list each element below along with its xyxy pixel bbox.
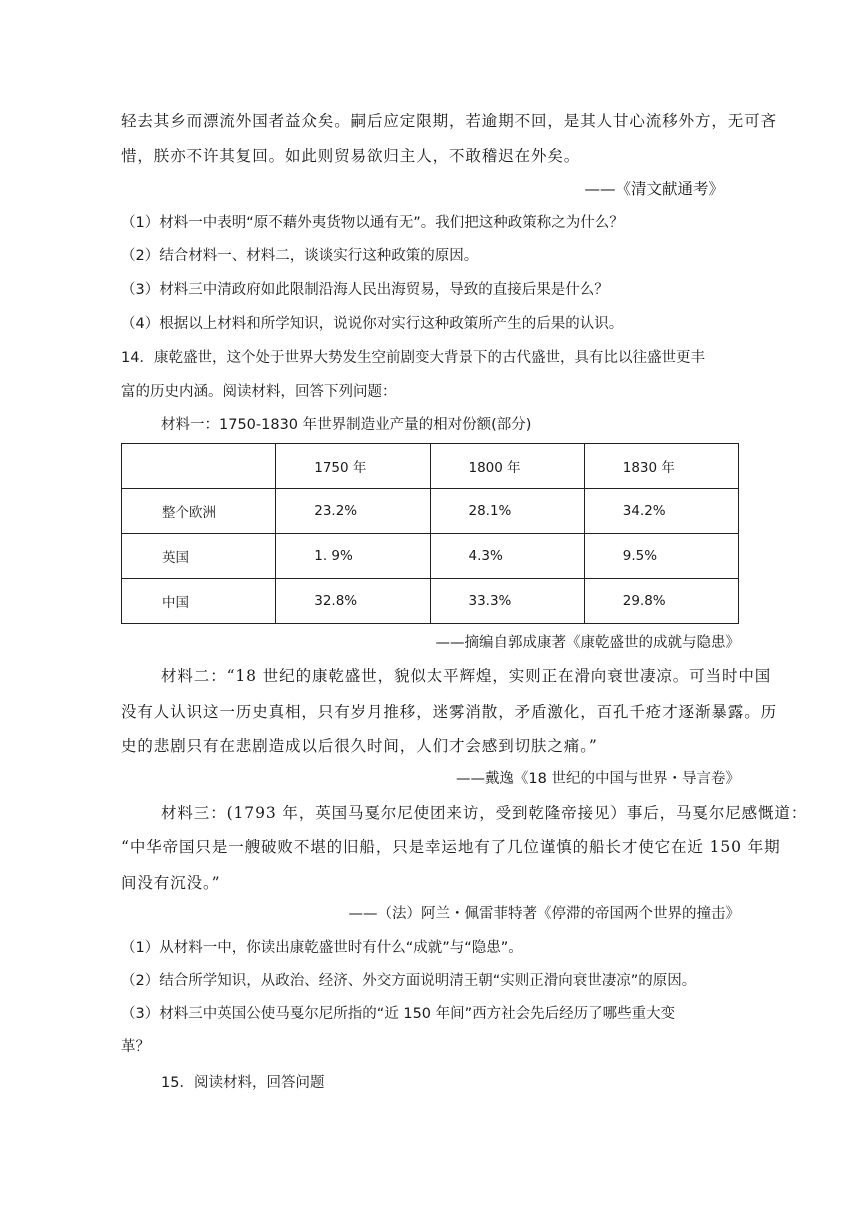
q13-question-4: （4）根据以上材料和所学知识，说说你对实行这种政策所产生的后果的认识。 bbox=[121, 316, 624, 332]
table-cell: 中国 bbox=[122, 579, 276, 624]
q13-question-1: （1）材料一中表明“原不藉外夷货物以通有无”。我们把这种政策称之为什么？ bbox=[121, 215, 624, 231]
q14-stem-line2: 富的历史内涵。阅读材料，回答下列问题： bbox=[121, 384, 397, 400]
q14-question-2: （2）结合所学知识，从政治、经济、外交方面说明清王朝“实则正滑向衰世凄凉”的原因。 bbox=[121, 973, 697, 989]
q13-question-2: （2）结合材料一、材料二，谈谈实行这种政策的原因。 bbox=[121, 248, 479, 264]
q14-question-1: （1）从材料一中，你读出康乾盛世时有什么“成就”与“隐患”。 bbox=[121, 940, 523, 956]
table-cell: 34.2% bbox=[584, 489, 738, 534]
q14-material1-title: 材料一：1750-1830 年世界制造业产量的相对份额(部分) bbox=[161, 417, 532, 433]
material3-text-line2: 惜，朕亦不许其复回。如此则贸易欲归主人，不敢稽迟在外矣。 bbox=[121, 147, 581, 165]
manufacturing-share-table bbox=[121, 443, 739, 624]
table-row bbox=[122, 489, 739, 534]
table-cell: 1. 9% bbox=[276, 534, 430, 579]
q13-question-3: （3）材料三中清政府如此限制沿海人民出海贸易，导致的直接后果是什么？ bbox=[121, 282, 609, 298]
table-header-cell: 1750 年 bbox=[276, 444, 430, 489]
q14-stem-line1: 14．康乾盛世，这个处于世界大势发生空前剧变大背景下的古代盛世，具有比以往盛世更丰 bbox=[121, 350, 705, 366]
q14-material2-line1: 材料二：“18 世纪的康乾盛世，貌似太平辉煌，实则正在滑向衰世凄凉。可当时中国 bbox=[161, 667, 772, 685]
table-header-row bbox=[122, 444, 739, 489]
q14-material2-line3: 史的悲剧只有在悲剧造成以后很久时间，人们才会感到切肤之痛。” bbox=[121, 737, 598, 755]
table-cell: 整个欧洲 bbox=[122, 489, 276, 534]
q14-question-3-line2: 革？ bbox=[121, 1039, 150, 1055]
q14-material3-line3: 间没有沉没。” bbox=[121, 874, 221, 892]
table-cell: 英国 bbox=[122, 534, 276, 579]
table-header-cell bbox=[122, 444, 276, 489]
table-row bbox=[122, 579, 739, 624]
table-cell: 28.1% bbox=[430, 489, 584, 534]
material3-text-line1: 轻去其乡而漂流外国者益众矣。嗣后应定限期，若逾期不回，是其人甘心流移外方，无可吝 bbox=[121, 112, 778, 130]
table-cell: 29.8% bbox=[584, 579, 738, 624]
material3-source: ——《清文献通考》 bbox=[584, 180, 724, 198]
table-row bbox=[122, 534, 739, 579]
table-cell: 9.5% bbox=[584, 534, 738, 579]
q14-question-3-line1: （3）材料三中英国公使马戛尔尼所指的“近 150 年间”西方社会先后经历了哪些重大变 bbox=[121, 1006, 676, 1022]
q14-material2-line2: 没有人认识这一历史真相，只有岁月推移，迷雾消散，矛盾激化，百孔千疮才逐渐暴露。历 bbox=[121, 703, 778, 721]
q15-stem: 15．阅读材料，回答问题 bbox=[161, 1075, 325, 1091]
table-cell: 33.3% bbox=[430, 579, 584, 624]
table-header-cell: 1800 年 bbox=[430, 444, 584, 489]
q14-material2-source: ——戴逸《18 世纪的中国与世界・导言卷》 bbox=[455, 771, 740, 787]
q14-material3-line2: “中华帝国只是一艘破败不堪的旧船，只是幸运地有了几位谨慎的船长才使它在近 150 年期 bbox=[121, 838, 781, 856]
q14-material1-source: ——摘编自郭成康著《康乾盛世的成就与隐患》 bbox=[435, 635, 740, 651]
table-cell: 32.8% bbox=[276, 579, 430, 624]
table-header-cell: 1830 年 bbox=[584, 444, 738, 489]
q14-material3-line1: 材料三：(1793 年，英国马戛尔尼使团来访，受到乾隆帝接见）事后，马戛尔尼感慨道： bbox=[161, 804, 808, 822]
q14-material3-source: ——（法）阿兰・佩雷菲特著《停滞的帝国两个世界的撞击》 bbox=[348, 906, 740, 922]
table-cell: 4.3% bbox=[430, 534, 584, 579]
table-cell: 23.2% bbox=[276, 489, 430, 534]
